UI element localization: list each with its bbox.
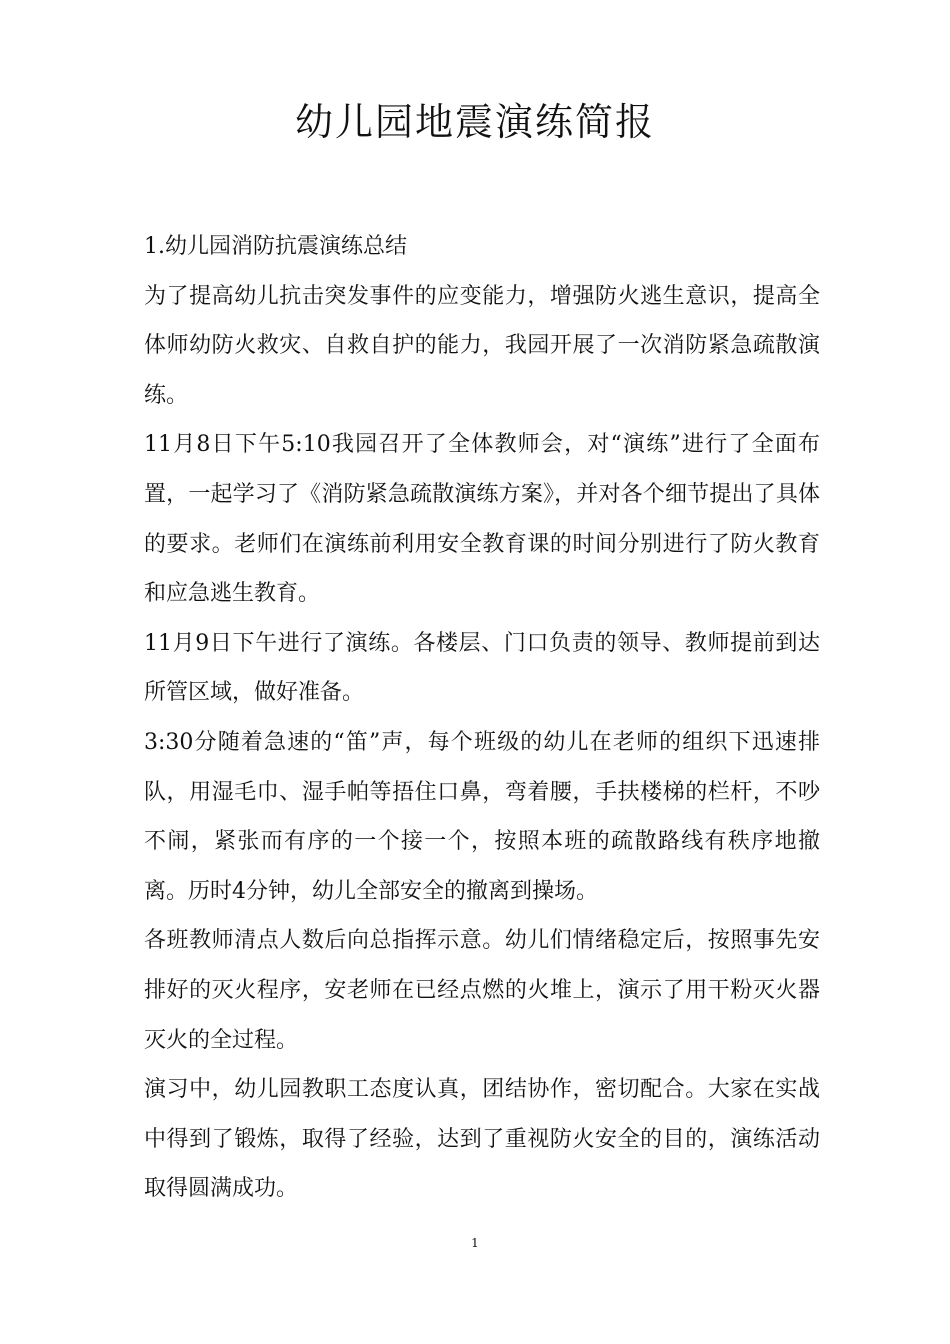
body-paragraph: 11月8日下午5:10我园召开了全体教师会，对“演练”进行了全面布置，一起学习了《消防紧急疏散演练方案》，并对各个细节提出了具体的要求。老师们在演练前利用安全教育课的时间分别进行了防火教育和应急逃生教育。 xyxy=(144,432,820,607)
body-paragraph: 11月9日下午进行了演练。各楼层、门口负责的领导、教师提前到达所管区域，做好准备。 xyxy=(144,630,820,706)
document-title: 幼儿园地震演练简报 xyxy=(294,100,655,144)
body-paragraph: 3:30分随着急速的“笛”声，每个班级的幼儿在老师的组织下迅速排队，用湿毛巾、湿手帕等捂住口鼻，弯着腰，手扶楼梯的栏杆，不吵不闹，紧张而有序的一个接一个，按照本班的疏散路线有秩序地撤离。历时4分钟，幼儿全部安全的撤离到操场。 xyxy=(144,729,820,904)
body-paragraph: 各班教师清点人数后向总指挥示意。幼儿们情绪稳定后，按照事先安排好的灭火程序，安老师在已经点燃的火堆上，演示了用干粉灭火器灭火的全过程。 xyxy=(144,928,820,1053)
section-heading: 1.幼儿园消防抗震演练总结 xyxy=(144,234,407,259)
body-paragraph: 为了提高幼儿抗击突发事件的应变能力，增强防火逃生意识，提高全体师幼防火救灾、自救自护的能力，我园开展了一次消防紧急疏散演练。 xyxy=(144,283,820,408)
body-paragraph: 演习中，幼儿园教职工态度认真，团结协作，密切配合。大家在实战中得到了锻炼，取得了经验，达到了重视防火安全的目的，演练活动取得圆满成功。 xyxy=(144,1077,820,1202)
document-body xyxy=(144,222,820,1214)
page-number: 1 xyxy=(471,1236,479,1250)
